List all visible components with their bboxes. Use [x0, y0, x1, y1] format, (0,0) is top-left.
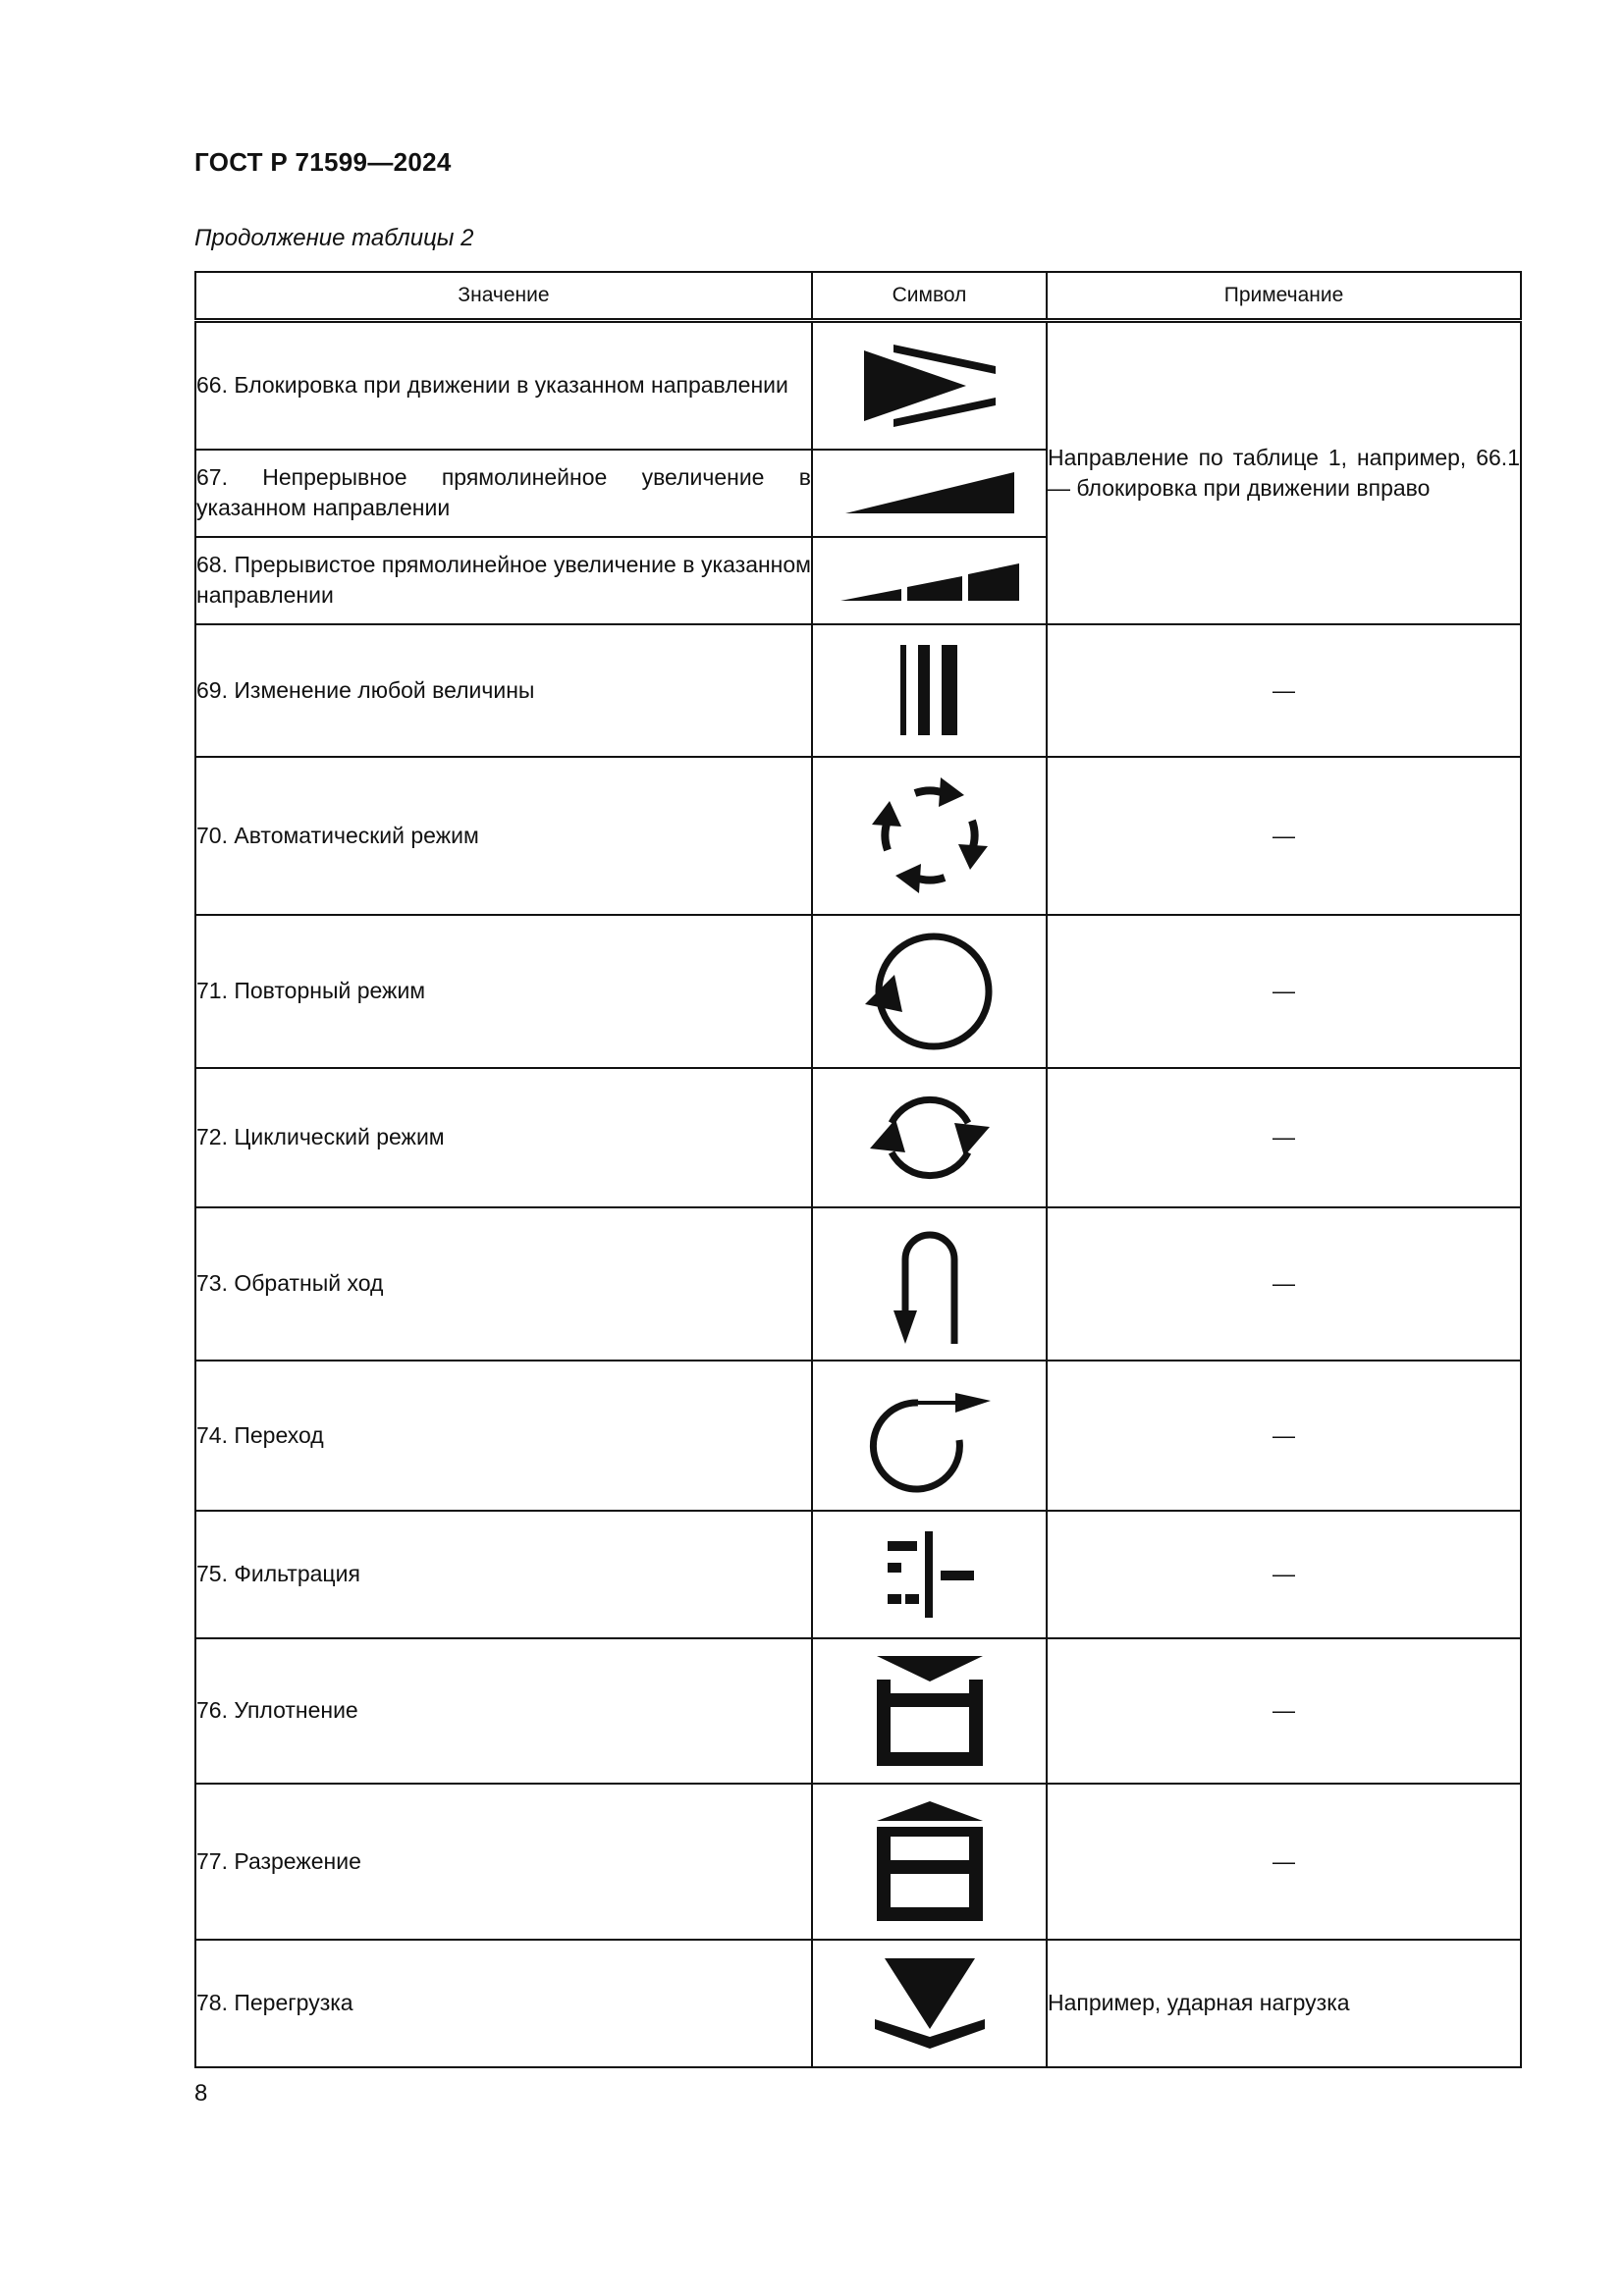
page-number: 8 [194, 2080, 208, 2107]
table-row [195, 1207, 1521, 1361]
row-meaning: 69. Изменение любой величины [195, 624, 812, 757]
automatic-mode-icon [866, 772, 994, 899]
table-row [195, 757, 1521, 915]
table-row [195, 1784, 1521, 1940]
row-meaning: 76. Уплотнение [195, 1638, 812, 1784]
table-row [195, 915, 1521, 1068]
row-meaning: 68. Прерывистое прямолинейное увеличение в указанном направлении [195, 537, 812, 624]
row-meaning: 72. Циклический режим [195, 1068, 812, 1207]
stepwise-increase-icon [837, 556, 1023, 605]
table-row [195, 321, 1521, 450]
row-note: — [1047, 1068, 1521, 1207]
row-meaning: 70. Автоматический режим [195, 757, 812, 915]
row-meaning: 77. Разрежение [195, 1784, 812, 1940]
row-meaning: 74. Переход [195, 1361, 812, 1511]
table-row [195, 1638, 1521, 1784]
row-note: — [1047, 1784, 1521, 1940]
transition-icon [861, 1371, 999, 1499]
row-note: — [1047, 1638, 1521, 1784]
row-meaning: 66. Блокировка при движении в указанном направлении [195, 321, 812, 450]
document-header: ГОСТ Р 71599—2024 [194, 147, 452, 177]
blocking-direction-icon [856, 337, 1003, 435]
symbols-table [194, 271, 1522, 2068]
row-note: — [1047, 1361, 1521, 1511]
reverse-stroke-icon [886, 1220, 974, 1348]
row-meaning: 75. Фильтрация [195, 1511, 812, 1638]
row-note: — [1047, 757, 1521, 915]
table-row [195, 624, 1521, 757]
rarefaction-icon [871, 1797, 989, 1925]
row-meaning: 78. Перегрузка [195, 1940, 812, 2067]
row-note: — [1047, 1511, 1521, 1638]
continuous-increase-icon [841, 468, 1018, 517]
table-row [195, 1511, 1521, 1638]
column-header-note: Примечание [1047, 272, 1521, 321]
filtration-icon [876, 1525, 984, 1624]
table-row [195, 1940, 1521, 2067]
row-note: — [1047, 1207, 1521, 1361]
table-row [195, 1068, 1521, 1207]
compaction-icon [871, 1652, 989, 1770]
row-note: Например, ударная нагрузка [1047, 1940, 1521, 2067]
note-direction-merged: Направление по таблице 1, например, 66.1 — блокировка при движении вправо [1047, 321, 1521, 624]
table-header-row [195, 272, 1521, 321]
repeat-mode-icon [861, 928, 999, 1055]
row-meaning: 73. Обратный ход [195, 1207, 812, 1361]
column-header-meaning: Значение [195, 272, 812, 321]
row-meaning: 71. Повторный режим [195, 915, 812, 1068]
variable-change-icon [891, 641, 969, 739]
table-caption: Продолжение таблицы 2 [194, 225, 474, 251]
row-meaning: 67. Непрерывное прямолинейное увеличение в указанном направлении [195, 450, 812, 537]
cyclic-mode-icon [866, 1084, 994, 1192]
overload-icon [871, 1954, 989, 2053]
table-row [195, 1361, 1521, 1511]
row-note: — [1047, 915, 1521, 1068]
row-note: — [1047, 624, 1521, 757]
column-header-symbol: Символ [812, 272, 1047, 321]
